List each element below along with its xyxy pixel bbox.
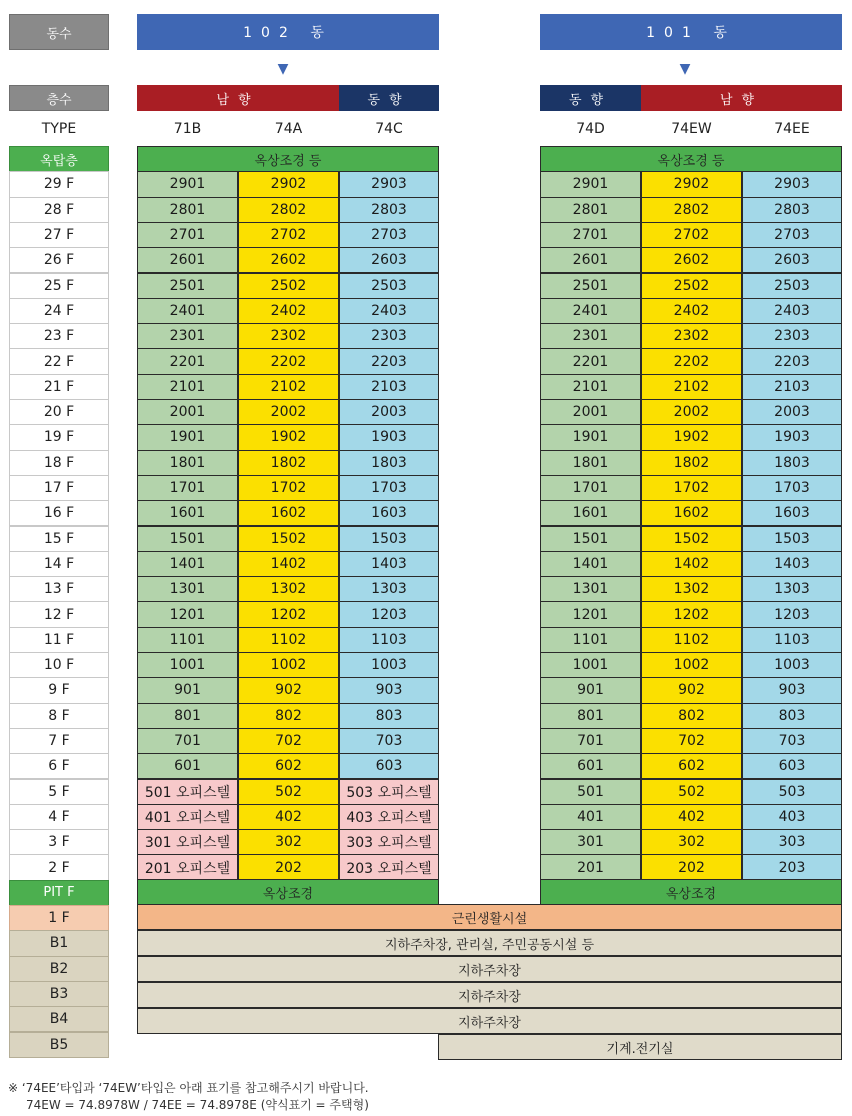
unit-cell: 1603 xyxy=(742,500,842,526)
unit-cell: 2003 xyxy=(339,399,439,425)
basement-b3 xyxy=(137,982,842,1008)
unit-cell: 1303 xyxy=(339,576,439,602)
unit-cell: 301 오피스텔 xyxy=(137,829,238,855)
unit-cell: 2301 xyxy=(540,323,641,349)
type-label: 74C xyxy=(375,121,403,137)
orientation-label: 남향 xyxy=(719,92,764,108)
floor-label: PIT F xyxy=(9,880,109,906)
unit-cell: 2903 xyxy=(742,171,842,197)
unit-cell: 803 xyxy=(339,703,439,729)
pit-band-102 xyxy=(137,879,439,905)
pit-label: 옥상조경 xyxy=(665,886,717,902)
unit-cell: 301 xyxy=(540,829,641,855)
unit-cell: 1001 xyxy=(137,652,238,678)
unit-cell: 2603 xyxy=(742,247,842,273)
unit-cell: 1501 xyxy=(137,526,238,552)
unit-cell: 1901 xyxy=(137,424,238,450)
floor-label: 2 F xyxy=(9,854,109,880)
rooftop-band-102 xyxy=(137,146,439,172)
floor-label: 13 F xyxy=(9,576,109,602)
unit-cell: 1203 xyxy=(742,601,842,627)
unit-cell: 1601 xyxy=(540,500,641,526)
type-label: 74D xyxy=(576,121,605,137)
building-102-east xyxy=(339,85,439,111)
unit-cell: 1301 xyxy=(540,576,641,602)
unit-cell: 2201 xyxy=(137,348,238,374)
unit-cell: 801 xyxy=(137,703,238,729)
unit-cell: 2102 xyxy=(641,374,742,400)
unit-cell: 1701 xyxy=(540,475,641,501)
building-101-title xyxy=(540,14,842,50)
unit-cell: 1801 xyxy=(137,450,238,476)
unit-cell: 1402 xyxy=(238,551,339,577)
arrow-down-icon: ▼ xyxy=(679,61,691,77)
unit-cell: 502 xyxy=(641,779,742,805)
unit-cell: 802 xyxy=(641,703,742,729)
unit-cell: 203 오피스텔 xyxy=(339,854,439,880)
floor-label: 11 F xyxy=(9,627,109,653)
unit-cell: 1503 xyxy=(742,526,842,552)
unit-cell: 2603 xyxy=(339,247,439,273)
unit-cell: 201 오피스텔 xyxy=(137,854,238,880)
unit-cell: 401 오피스텔 xyxy=(137,804,238,830)
unit-cell: 1903 xyxy=(742,424,842,450)
unit-cell: 1601 xyxy=(137,500,238,526)
basement-b2 xyxy=(137,956,842,982)
unit-cell: 1102 xyxy=(238,627,339,653)
unit-cell: 1403 xyxy=(742,551,842,577)
floor-label: 6 F xyxy=(9,753,109,779)
unit-cell: 1801 xyxy=(540,450,641,476)
unit-cell: 203 xyxy=(742,854,842,880)
floor-label: 29 F xyxy=(9,171,109,197)
floor-header-label: 층수 xyxy=(46,92,72,108)
unit-cell: 2203 xyxy=(339,348,439,374)
retail-label: 근린생활시설 xyxy=(451,911,528,927)
unit-cell: 2402 xyxy=(641,298,742,324)
unit-cell: 1802 xyxy=(238,450,339,476)
unit-cell: 501 오피스텔 xyxy=(137,779,238,805)
floor-label: 27 F xyxy=(9,222,109,248)
unit-cell: 1503 xyxy=(339,526,439,552)
type-label: 74A xyxy=(274,121,303,137)
footnote-line-1: ※ ‘74EE’타입과 ‘74EW’타입은 아래 표기를 참고해주시기 바랍니다. xyxy=(8,1081,369,1095)
unit-cell: 2203 xyxy=(742,348,842,374)
unit-cell: 1903 xyxy=(339,424,439,450)
unit-cell: 2101 xyxy=(540,374,641,400)
unit-cell: 1103 xyxy=(339,627,439,653)
unit-cell: 1602 xyxy=(641,500,742,526)
unit-cell: 1103 xyxy=(742,627,842,653)
unit-cell: 2103 xyxy=(742,374,842,400)
unit-cell: 2201 xyxy=(540,348,641,374)
floor-label: 7 F xyxy=(9,728,109,754)
dong-header-label: 동수 xyxy=(46,26,72,42)
floor-label: B2 xyxy=(9,956,109,982)
unit-cell: 2703 xyxy=(339,222,439,248)
floor-label: 16 F xyxy=(9,500,109,526)
unit-cell: 2901 xyxy=(137,171,238,197)
unit-cell: 703 xyxy=(339,728,439,754)
building-101-name: 101 동 xyxy=(646,25,736,41)
floor-label: 18 F xyxy=(9,450,109,476)
unit-cell: 2403 xyxy=(742,298,842,324)
unit-cell: 1703 xyxy=(742,475,842,501)
unit-cell: 1102 xyxy=(641,627,742,653)
rooftop-label: 옥상조경 등 xyxy=(657,153,725,169)
unit-cell: 1401 xyxy=(137,551,238,577)
unit-cell: 2302 xyxy=(641,323,742,349)
unit-cell: 2801 xyxy=(540,197,641,223)
unit-cell: 602 xyxy=(641,753,742,779)
floor-label: 8 F xyxy=(9,703,109,729)
unit-cell: 2202 xyxy=(641,348,742,374)
unit-cell: 2601 xyxy=(540,247,641,273)
unit-cell: 701 xyxy=(137,728,238,754)
unit-cell: 1602 xyxy=(238,500,339,526)
unit-cell: 403 오피스텔 xyxy=(339,804,439,830)
floor-label: 9 F xyxy=(9,677,109,703)
pit-band-101 xyxy=(540,879,842,905)
unit-cell: 701 xyxy=(540,728,641,754)
unit-cell: 2502 xyxy=(238,273,339,299)
floor-label: 10 F xyxy=(9,652,109,678)
basement-label: 기계.전기실 xyxy=(606,1041,674,1057)
floor-label: 24 F xyxy=(9,298,109,324)
floor-label: B1 xyxy=(9,930,109,956)
rooftop-label: 옥상조경 등 xyxy=(254,153,322,169)
floor-label: 20 F xyxy=(9,399,109,425)
basement-b1 xyxy=(137,930,842,956)
unit-cell: 1203 xyxy=(339,601,439,627)
unit-cell: 1202 xyxy=(238,601,339,627)
unit-cell: 2103 xyxy=(339,374,439,400)
unit-cell: 502 xyxy=(238,779,339,805)
basement-label: 지하주차장 xyxy=(458,989,521,1005)
floor-label: 21 F xyxy=(9,374,109,400)
unit-cell: 2602 xyxy=(238,247,339,273)
floor-label: 3 F xyxy=(9,829,109,855)
unit-cell: 1101 xyxy=(540,627,641,653)
unit-cell: 2102 xyxy=(238,374,339,400)
unit-cell: 1201 xyxy=(137,601,238,627)
floor-label: B3 xyxy=(9,981,109,1007)
unit-cell: 1702 xyxy=(641,475,742,501)
unit-cell: 2003 xyxy=(742,399,842,425)
unit-cell: 2002 xyxy=(238,399,339,425)
unit-cell: 1303 xyxy=(742,576,842,602)
unit-cell: 2202 xyxy=(238,348,339,374)
unit-cell: 1003 xyxy=(339,652,439,678)
unit-cell: 2402 xyxy=(238,298,339,324)
unit-cell: 402 xyxy=(641,804,742,830)
unit-cell: 803 xyxy=(742,703,842,729)
unit-cell: 703 xyxy=(742,728,842,754)
unit-cell: 2001 xyxy=(137,399,238,425)
unit-cell: 1202 xyxy=(641,601,742,627)
unit-cell: 901 xyxy=(137,677,238,703)
unit-cell: 902 xyxy=(641,677,742,703)
type-label: 74EE xyxy=(774,121,810,137)
floor-label: 4 F xyxy=(9,804,109,830)
unit-cell: 1802 xyxy=(641,450,742,476)
unit-cell: 1001 xyxy=(540,652,641,678)
building-102-name: 102 동 xyxy=(243,25,333,41)
building-101-east xyxy=(540,85,641,111)
unit-cell: 2801 xyxy=(137,197,238,223)
unit-cell: 1302 xyxy=(238,576,339,602)
unit-cell: 1302 xyxy=(641,576,742,602)
unit-cell: 2401 xyxy=(137,298,238,324)
unit-cell: 2503 xyxy=(339,273,439,299)
type-label: 74EW xyxy=(671,121,712,137)
unit-cell: 201 xyxy=(540,854,641,880)
orientation-label: 남향 xyxy=(216,92,260,108)
floor-label: 12 F xyxy=(9,601,109,627)
floor-label: 15 F xyxy=(9,526,109,552)
unit-cell: 901 xyxy=(540,677,641,703)
pit-label: 옥상조경 xyxy=(262,886,314,902)
unit-cell: 2401 xyxy=(540,298,641,324)
dong-header xyxy=(9,14,109,50)
unit-cell: 2302 xyxy=(238,323,339,349)
unit-cell: 2001 xyxy=(540,399,641,425)
building-101-south xyxy=(641,85,842,111)
floor-label: 25 F xyxy=(9,273,109,299)
floor-label: 옥탑층 xyxy=(9,146,109,172)
unit-cell: 1603 xyxy=(339,500,439,526)
unit-cell: 802 xyxy=(238,703,339,729)
unit-cell: 2903 xyxy=(339,171,439,197)
unit-cell: 2902 xyxy=(641,171,742,197)
unit-cell: 2101 xyxy=(137,374,238,400)
floor-header xyxy=(9,85,109,111)
floor-label: 28 F xyxy=(9,197,109,223)
unit-cell: 2403 xyxy=(339,298,439,324)
unit-cell: 1301 xyxy=(137,576,238,602)
unit-cell: 302 xyxy=(641,829,742,855)
unit-cell: 2602 xyxy=(641,247,742,273)
unit-cell: 1901 xyxy=(540,424,641,450)
floor-label: 14 F xyxy=(9,551,109,577)
unit-cell: 2702 xyxy=(641,222,742,248)
unit-cell: 2703 xyxy=(742,222,842,248)
unit-cell: 202 xyxy=(238,854,339,880)
building-102-title xyxy=(137,14,439,50)
rooftop-band-101 xyxy=(540,146,842,172)
floor-label: 19 F xyxy=(9,424,109,450)
unit-cell: 2803 xyxy=(339,197,439,223)
unit-cell: 2701 xyxy=(540,222,641,248)
unit-cell: 1803 xyxy=(742,450,842,476)
unit-cell: 801 xyxy=(540,703,641,729)
unit-cell: 1701 xyxy=(137,475,238,501)
unit-cell: 2601 xyxy=(137,247,238,273)
floor-label: 5 F xyxy=(9,779,109,805)
floor-label: B5 xyxy=(9,1032,109,1058)
floor-label: 22 F xyxy=(9,348,109,374)
unit-cell: 1501 xyxy=(540,526,641,552)
floor-label: 26 F xyxy=(9,247,109,273)
unit-cell: 1403 xyxy=(339,551,439,577)
unit-cell: 601 xyxy=(540,753,641,779)
unit-cell: 2802 xyxy=(641,197,742,223)
unit-cell: 2502 xyxy=(641,273,742,299)
unit-cell: 1402 xyxy=(641,551,742,577)
arrow-down-icon: ▼ xyxy=(277,61,289,77)
unit-cell: 2303 xyxy=(742,323,842,349)
first-floor-retail xyxy=(137,904,842,930)
unit-cell: 2701 xyxy=(137,222,238,248)
unit-cell: 2501 xyxy=(540,273,641,299)
unit-cell: 202 xyxy=(641,854,742,880)
basement-b4 xyxy=(137,1008,842,1034)
basement-label: 지하주차장, 관리실, 주민공동시설 등 xyxy=(384,937,595,953)
unit-cell: 2802 xyxy=(238,197,339,223)
basement-b5 xyxy=(438,1034,842,1060)
basement-label: 지하주차장 xyxy=(458,1015,521,1031)
unit-cell: 603 xyxy=(339,753,439,779)
unit-cell: 503 xyxy=(742,779,842,805)
unit-cell: 1502 xyxy=(238,526,339,552)
unit-cell: 2002 xyxy=(641,399,742,425)
unit-cell: 1902 xyxy=(238,424,339,450)
orientation-label: 동향 xyxy=(568,92,613,108)
unit-cell: 1803 xyxy=(339,450,439,476)
footnote-line-2: 74EW = 74.8978W / 74EE = 74.8978E (약식표기 = 주택형) xyxy=(26,1098,369,1112)
unit-cell: 2702 xyxy=(238,222,339,248)
unit-cell: 702 xyxy=(641,728,742,754)
unit-cell: 1101 xyxy=(137,627,238,653)
unit-cell: 603 xyxy=(742,753,842,779)
unit-cell: 503 오피스텔 xyxy=(339,779,439,805)
unit-cell: 2901 xyxy=(540,171,641,197)
building-102-south xyxy=(137,85,339,111)
unit-cell: 501 xyxy=(540,779,641,805)
floor-label: 17 F xyxy=(9,475,109,501)
unit-cell: 1002 xyxy=(238,652,339,678)
floor-label: 1 F xyxy=(9,905,109,931)
unit-cell: 303 오피스텔 xyxy=(339,829,439,855)
type-label: 71B xyxy=(173,121,202,137)
type-header: TYPE xyxy=(41,121,77,137)
unit-cell: 1003 xyxy=(742,652,842,678)
unit-cell: 403 xyxy=(742,804,842,830)
unit-cell: 2503 xyxy=(742,273,842,299)
unit-cell: 303 xyxy=(742,829,842,855)
unit-cell: 902 xyxy=(238,677,339,703)
unit-cell: 1502 xyxy=(641,526,742,552)
unit-cell: 602 xyxy=(238,753,339,779)
unit-cell: 1702 xyxy=(238,475,339,501)
unit-cell: 1401 xyxy=(540,551,641,577)
orientation-label: 동향 xyxy=(367,92,411,108)
unit-cell: 2301 xyxy=(137,323,238,349)
basement-label: 지하주차장 xyxy=(458,963,521,979)
unit-cell: 402 xyxy=(238,804,339,830)
unit-cell: 1201 xyxy=(540,601,641,627)
floor-label: B4 xyxy=(9,1006,109,1032)
unit-cell: 2303 xyxy=(339,323,439,349)
unit-cell: 702 xyxy=(238,728,339,754)
unit-cell: 903 xyxy=(742,677,842,703)
unit-cell: 903 xyxy=(339,677,439,703)
floor-label: 23 F xyxy=(9,323,109,349)
unit-cell: 2803 xyxy=(742,197,842,223)
unit-cell: 401 xyxy=(540,804,641,830)
unit-cell: 1902 xyxy=(641,424,742,450)
unit-cell: 302 xyxy=(238,829,339,855)
unit-cell: 601 xyxy=(137,753,238,779)
unit-cell: 2501 xyxy=(137,273,238,299)
unit-cell: 1002 xyxy=(641,652,742,678)
unit-cell: 2902 xyxy=(238,171,339,197)
unit-cell: 1703 xyxy=(339,475,439,501)
